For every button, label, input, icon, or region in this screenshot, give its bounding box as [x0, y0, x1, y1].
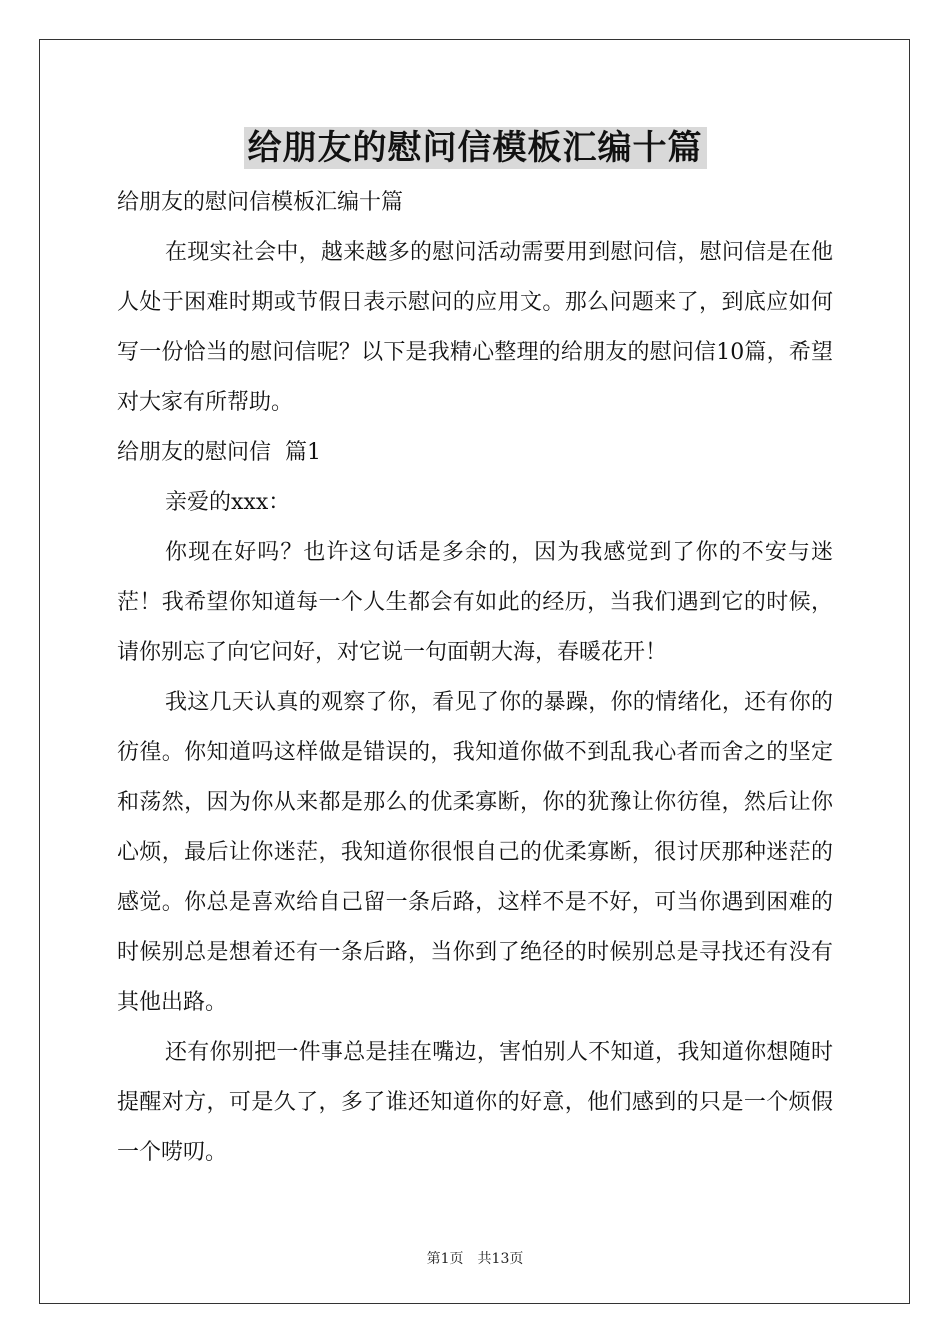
salutation: 亲爱的xxx： — [165, 490, 291, 515]
body-paragraph-3: 还有你别把一件事总是挂在嘴边，害怕别人不知道，我知道你想随时提醒对方，可是久了，多了谁还知道你的好意，他们感到的只是一个烦假一个唠叨。 — [117, 1040, 833, 1165]
page-number-total: 共13页 — [477, 1251, 524, 1267]
intro-paragraph: 在现实社会中，越来越多的慰问活动需要用到慰问信，慰问信是在他人处于困难时期或节假日表示慰问的应用文。那么问题来了，到底应如何写一份恰当的慰问信呢？以下是我精心整理的给朋友的慰问信10篇，希望对大家有所帮助。 — [117, 240, 833, 415]
document-title — [0, 127, 950, 175]
section-heading: 给朋友的慰问信 篇1 — [117, 440, 321, 465]
body-paragraph-1: 你现在好吗？也许这句话是多余的，因为我感觉到了你的不安与迷茫！我希望你知道每一个人生都会有如此的经历，当我们遇到它的时候，请你别忘了向它问好，对它说一句面朝大海，春暖花开！ — [117, 540, 833, 665]
document-body — [117, 178, 833, 1178]
page-footer — [0, 1248, 950, 1268]
body-paragraph-2: 我这几天认真的观察了你，看见了你的暴躁，你的情绪化，还有你的彷徨。你知道吗这样做是错误的，我知道你做不到乱我心者而舍之的坚定和荡然，因为你从来都是那么的优柔寡断，你的犹豫让你彷徨，然后让你心烦，最后让你迷茫，我知道你很恨自己的优柔寡断，很讨厌那种迷茫的感觉。你总是喜欢给自己留一条后路，这样不是不好，可当你遇到困难的时候别总是想着还有一条后路，当你到了绝径的时候别总是寻找还有没有其他出路。 — [117, 690, 833, 1015]
document-subtitle: 给朋友的慰问信模板汇编十篇 — [117, 190, 404, 215]
page-number-current: 第1页 — [426, 1251, 464, 1267]
document-title-text: 给朋友的慰问信模板汇编十篇 — [244, 127, 707, 169]
